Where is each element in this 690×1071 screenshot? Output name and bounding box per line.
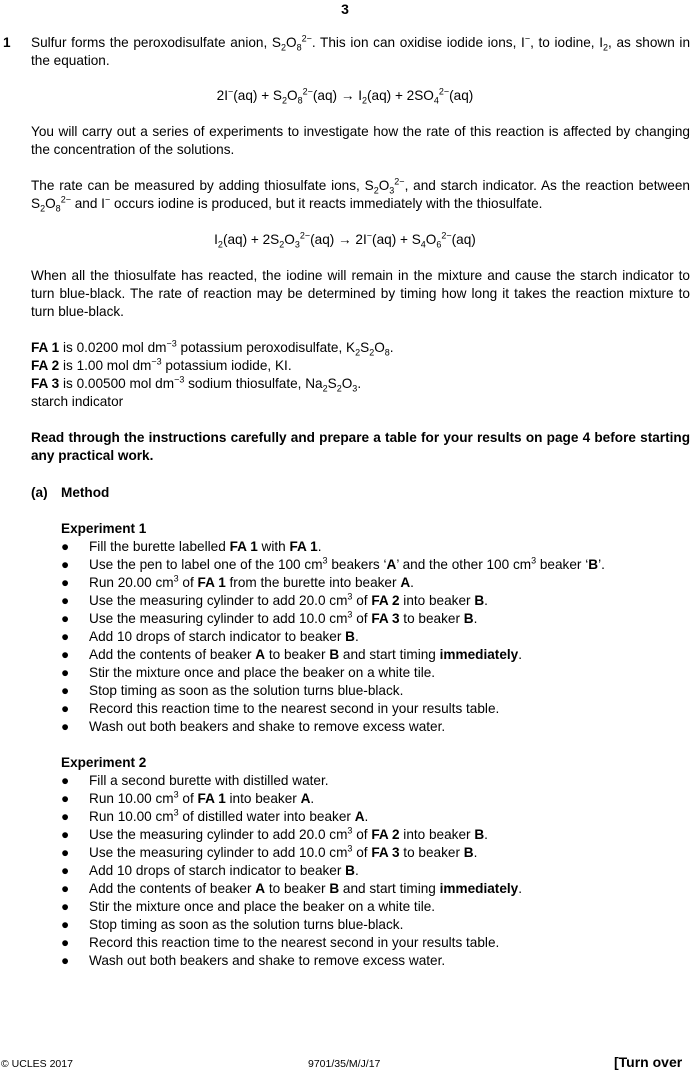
part-a-title: Method <box>61 485 110 500</box>
exp1-bullet-text: Stop timing as soon as the solution turns blue-black. <box>89 683 404 698</box>
experiment-2-title: Experiment 2 <box>61 755 147 770</box>
paragraph-4: When all the thiosulfate has reacted, the iodine will remain in the mixture and cause the starch indicator to turn blue-black. The rate of reaction may be determined by timing how long it takes the reaction mixture to turn blue-black. <box>31 268 690 319</box>
bullet-icon: ● <box>61 917 70 932</box>
exp1-bullet-item <box>61 682 403 700</box>
bullet-icon: ● <box>61 683 70 698</box>
bullet-icon: ● <box>61 701 70 716</box>
exp2-bullet-text: Add 10 drops of starch indicator to beaker B. <box>89 863 359 878</box>
exp2-bullet-text: Wash out both beakers and shake to remove excess water. <box>89 953 446 968</box>
bullet-icon: ● <box>61 827 70 842</box>
exp1-bullet-item <box>61 628 359 646</box>
paragraph-2: You will carry out a series of experiments to investigate how the rate of this reaction is affected by changing the concentration of the solutions. <box>31 124 690 157</box>
experiment-1-title: Experiment 1 <box>61 521 147 536</box>
exp2-bullet-text: Run 10.00 $cm^3$ of FA 1 into beaker A. <box>89 789 315 806</box>
exp1-bullet-item <box>61 610 477 628</box>
exp2-bullet-text: Stir the mixture once and place the beaker on a white tile. <box>89 899 436 914</box>
exp1-bullet-text: Run 20.00 $cm^3$ of FA 1 from the burette into beaker A. <box>89 573 414 590</box>
exp2-bullet-item <box>61 880 522 898</box>
exp1-bullet-item <box>61 538 321 556</box>
exp2-bullet-item <box>61 826 488 844</box>
question-number: 1 <box>3 35 11 50</box>
exp2-bullet-text: Use the measuring cylinder to add 10.0 $cm^3$ of FA 3 to beaker B. <box>89 843 478 860</box>
page-number: 3 <box>341 1 349 17</box>
exp1-bullet-text: Wash out both beakers and shake to remove excess water. <box>89 719 446 734</box>
exp2-bullet-item <box>61 916 403 934</box>
bullet-icon: ● <box>61 611 70 626</box>
bullet-icon: ● <box>61 665 70 680</box>
exp1-bullet-text: Use the pen to label one of the 100 $cm^3$ beakers ‘A’ and the other 100 $cm^3$ beaker ‘B’. <box>89 555 605 572</box>
exp1-bullet-text: Use the measuring cylinder to add 20.0 $cm^3$ of FA 2 into beaker B. <box>89 591 488 608</box>
exp2-bullet-text: Run 10.00 $cm^3$ of distilled water into beaker A. <box>89 807 369 824</box>
exp1-bullet-text: Record this reaction time to the nearest second in your results table. <box>89 701 500 716</box>
exp1-bullet-item <box>61 574 414 592</box>
instruction-bold: Read through the instructions carefully and prepare a table for your results on page 4 before starting any practical work. <box>31 430 690 463</box>
exp2-bullet-text: Use the measuring cylinder to add 20.0 $cm^3$ of FA 2 into beaker B. <box>89 825 488 842</box>
bullet-icon: ● <box>61 899 70 914</box>
bullet-icon: ● <box>61 791 70 806</box>
equation-1: $2I^-(aq) + S_2O_8^{2-}(aq) \to I_2(aq) + 2SO_4^{2-}(aq)$ <box>216 86 474 106</box>
reagent-starch: starch indicator <box>31 394 124 409</box>
bullet-icon: ● <box>61 863 70 878</box>
bullet-icon: ● <box>61 845 70 860</box>
exp2-bullet-text: Fill a second burette with distilled water. <box>89 773 329 788</box>
exp1-bullet-item <box>61 556 605 574</box>
exp1-bullet-text: Add the contents of beaker A to beaker B and start timing immediately. <box>89 647 523 662</box>
reagent-fa1: FA 1 is 0.0200 mol $dm^{-3}$ potassium peroxodisulfate, $K_2S_2O_8$. <box>31 338 394 358</box>
paragraph-3: The rate can be measured by adding thiosulfate ions, $S_2O_3^{2-}$, and starch indicator. As the reaction between $S_2O_8^{2-}$ and I− occurs iodine is produced, but it reacts immediately with the thiosulfate. <box>31 176 690 214</box>
exp2-bullet-item <box>61 862 359 880</box>
exp1-bullet-text: Add 10 drops of starch indicator to beaker B. <box>89 629 359 644</box>
exp1-bullet-item <box>61 700 499 718</box>
exp2-bullet-text: Stop timing as soon as the solution turns blue-black. <box>89 917 404 932</box>
part-a-label: (a) <box>31 485 48 500</box>
exp1-bullet-item <box>61 592 488 610</box>
bullet-icon: ● <box>61 557 70 572</box>
bullet-icon: ● <box>61 881 70 896</box>
bullet-icon: ● <box>61 629 70 644</box>
exp1-bullet-text: Stir the mixture once and place the beaker on a white tile. <box>89 665 436 680</box>
exp2-bullet-item <box>61 772 329 790</box>
reagent-fa3: FA 3 is 0.00500 mol $dm^{-3}$ sodium thiosulfate, $Na_2S_2O_3$. <box>31 374 362 394</box>
exp2-bullet-item <box>61 808 368 826</box>
intro-paragraph: Sulfur forms the peroxodisulfate anion, $S_2O_8^{2-}$. This ion can oxidise iodide ions, I−, to iodine, $I_2$, as shown in the equation. <box>31 33 690 68</box>
equation-2: $I_2(aq) + 2S_2O_3^{2-}(aq) \to 2I^-(aq) + S_4O_6^{2-}(aq)$ <box>214 230 476 250</box>
exp2-bullet-item <box>61 790 314 808</box>
exp2-bullet-item <box>61 844 477 862</box>
exp2-bullet-item <box>61 934 499 952</box>
bullet-icon: ● <box>61 575 70 590</box>
footer-code: 9701/35/M/J/17 <box>308 1058 381 1070</box>
exp2-bullet-item <box>61 898 435 916</box>
bullet-icon: ● <box>61 773 70 788</box>
bullet-icon: ● <box>61 953 70 968</box>
footer-turn-over: [Turn over <box>614 1054 683 1070</box>
exp2-bullet-item <box>61 952 445 970</box>
bullet-icon: ● <box>61 809 70 824</box>
exp1-bullet-item <box>61 718 445 736</box>
bullet-icon: ● <box>61 935 70 950</box>
bullet-icon: ● <box>61 647 70 662</box>
exp1-bullet-text: Fill the burette labelled FA 1 with FA 1. <box>89 539 322 554</box>
exp1-bullet-item <box>61 664 435 682</box>
exp2-bullet-text: Record this reaction time to the nearest second in your results table. <box>89 935 500 950</box>
bullet-icon: ● <box>61 539 70 554</box>
reagent-fa2: FA 2 is 1.00 mol $dm^{-3}$ potassium iodide, KI. <box>31 356 292 373</box>
exp1-bullet-item <box>61 646 522 664</box>
exp1-bullet-text: Use the measuring cylinder to add 10.0 $cm^3$ of FA 3 to beaker B. <box>89 609 478 626</box>
exp2-bullet-text: Add the contents of beaker A to beaker B and start timing immediately. <box>89 881 523 896</box>
bullet-icon: ● <box>61 593 70 608</box>
bullet-icon: ● <box>61 719 70 734</box>
footer-copyright: © UCLES 2017 <box>1 1058 73 1070</box>
